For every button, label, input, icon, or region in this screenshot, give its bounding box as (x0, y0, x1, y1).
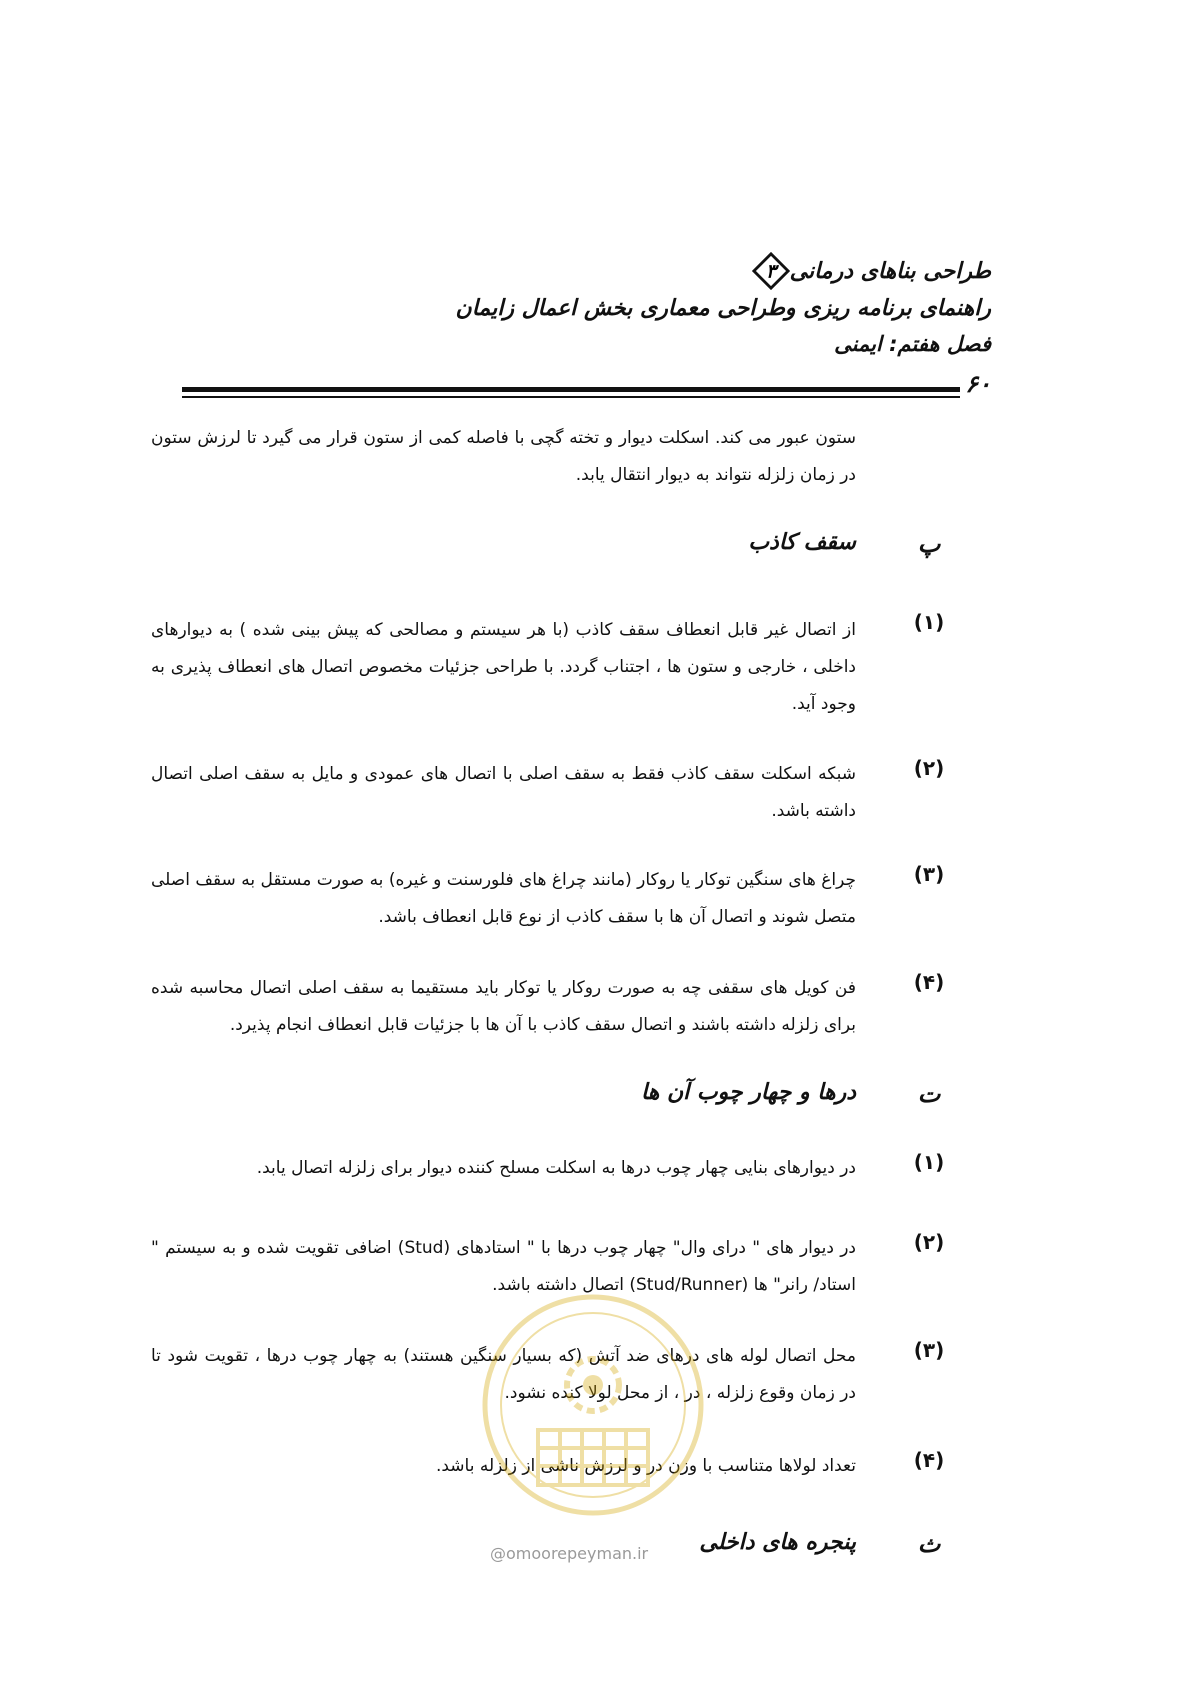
volume-mark: ۳ (765, 260, 776, 283)
section-title: درها و چهار چوب آن ها (641, 1080, 856, 1105)
item-number: (۴) (913, 1448, 945, 1472)
section-letter: ت (917, 1080, 941, 1108)
item-number: (۳) (913, 1338, 945, 1362)
subtitle: راهنمای برنامه ریزی وطراحی معماری بخش اعمال زایمان (455, 296, 991, 321)
intro-paragraph: ستون عبور می کند. اسکلت دیوار و تخته گچی با فاصله کمی از ستون قرار می گیرد تا لرزش ستون در زمان زلزله نتواند به دیوار انتقال یابد. (151, 428, 856, 485)
book-title (748, 252, 991, 290)
item-number: (۲) (913, 1230, 945, 1254)
item-text: در دیوارهای بنایی چهار چوب درها به اسکلت مسلح کننده دیوار برای زلزله اتصال یابد. (256, 1158, 856, 1178)
volume-badge-icon (752, 252, 790, 290)
item-text: شبکه اسکلت سقف کاذب فقط به سقف اصلی با اتصال های عمودی و مایل به سقف اصلی اتصال داشته باشد. (151, 764, 856, 821)
section-letter: ث (917, 1530, 941, 1558)
chapter-title: فصل هفتم: ایمنی (834, 332, 991, 356)
book-title-text: طراحی بناهای درمانی (789, 258, 991, 284)
item-text: محل اتصال لوله های درهای ضد آتش (که بسیار سنگین هستند) به چهار چوب درها ، تقویت شود تا در زمان وقوع زلزله ، در ، از محل لولا کنده نشود. (151, 1346, 856, 1403)
item-text: تعداد لولاها متناسب با وزن در و لرزش ناشی از زلزله باشد. (435, 1456, 856, 1476)
item-text: از اتصال غیر قابل انعطاف سقف کاذب (با هر سیستم و مصالحی که پیش بینی شده ) به دیوارهای داخلی ، خارجی و ستون ها ، اجتناب گردد. با طراحی جزئیات مخصوص اتصال های انعطاف پذیری به وجود آید. (151, 620, 856, 714)
section-title: سقف کاذب (748, 530, 856, 555)
section-title: پنجره های داخلی (699, 1530, 856, 1555)
item-number: (۲) (913, 756, 945, 780)
item-number: (۳) (913, 862, 945, 886)
header-rule-thick (182, 387, 960, 392)
watermark-site: @omoorepeyman.ir (490, 1544, 649, 1563)
item-text: چراغ های سنگین توکار یا روکار (مانند چراغ های فلورسنت و غیره) به صورت مستقل به سقف اصلی متصل شوند و اتصال آن ها با سقف کاذب از نوع قابل انعطاف باشد. (151, 870, 856, 927)
item-number: (۴) (913, 970, 945, 994)
item-number: (۱) (913, 610, 945, 634)
header-rule-thin (182, 396, 960, 398)
page-number: ۶۰ (965, 370, 991, 398)
item-number: (۱) (913, 1150, 945, 1174)
section-letter: پ (917, 530, 941, 558)
item-text: در دیوار های " درای وال" چهار چوب درها با " استادهای (Stud) اضافی تقویت شده و به سیستم " استاد/ رانر" ها (Stud/Runner) اتصال داشته باشد. (151, 1238, 856, 1295)
watermark-seal-icon (478, 1290, 708, 1520)
item-text: فن کویل های سقفی چه به صورت روکار یا توکار باید مستقیما به سقف اصلی اتصال محاسبه شده برای زلزله داشته باشند و اتصال سقف کاذب با آن ها با جزئیات قابل انعطاف انجام پذیرد. (151, 978, 856, 1035)
